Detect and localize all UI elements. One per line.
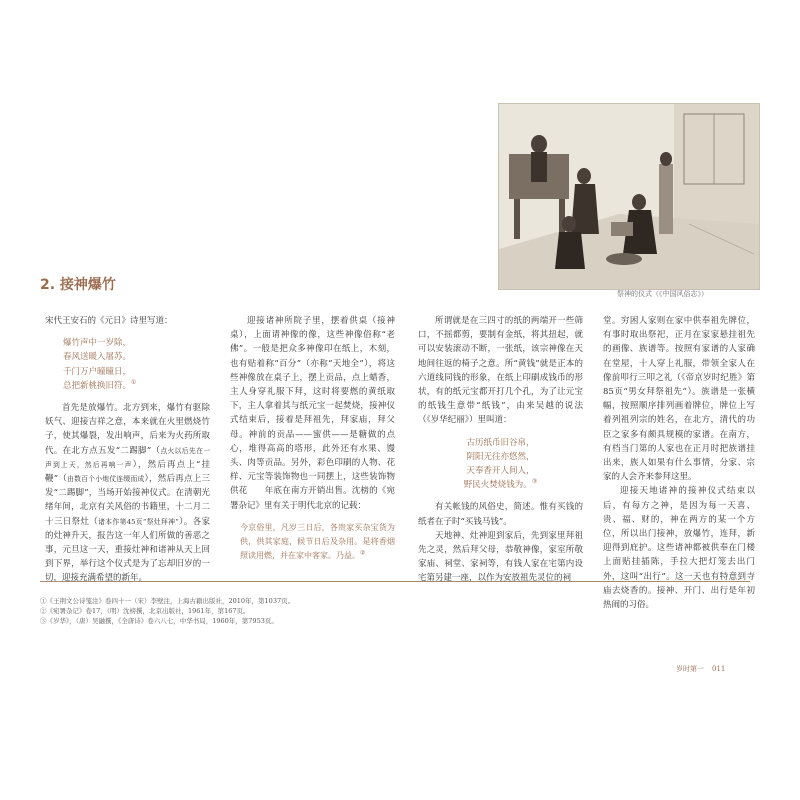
paragraph: 天地神、灶神迎到家后，先到家里拜祖先之灵，然后拜父母，恭敬神像，家室所敬家庙、祠堂、家祠等，有钱人家在宅第内设宅第另建一座，以作为安放祖先灵位的祠 [418, 530, 583, 584]
ritual-illustration [499, 104, 759, 289]
footnote-ref: ② [360, 549, 366, 557]
poem-line: 总把新桃换旧符。 [63, 380, 132, 391]
footnote-divider [40, 581, 750, 582]
footnote-ref: ① [131, 378, 137, 386]
inline-note: 由数百个小炮仗连缀而成 [67, 475, 145, 484]
poem-line: 阴阳无往亦悠然， [466, 451, 535, 462]
inline-note: 点火以后先在一声到上天，然后再响一声 [45, 446, 210, 469]
paragraph: 堂。穷困人家则在家中供奉祖先牌位，有事时取出祭祀，正月在家家悬挂祖先的画像、族谱等。按照有家谱的人家确在堂屋，十人穿上礼服，带领全家人在像前叩行三叩之礼（《帝京岁时纪胜》第85页“男女拜祭祖先”）。族谱是一张横幅，按照顺序排列画着牌位，牌位上写着列祖列宗的姓名，在北方，清代的功臣之家多有颇具规模的家谱。在南方，有档当门第的人家也在正月时把族谱挂出来，族人如果有什么事情，分家、宗家的人会齐来参拜这里。 [603, 316, 755, 483]
poem-line: 千门万户曈曈日， [63, 366, 132, 377]
text-column-1 [45, 314, 210, 586]
paragraph: 首先是放爆竹。北方到来，爆竹有驱除妖气、迎接吉祥之意，本来就在火里燃烧竹子，使其爆裂，发出响声，后来为火药所取代。在北方点五发“二踢脚”（点火以后先在一声到上天，然后再响一声），然后再点上“挂鞭”（由数百个小炮仗连缀而成），然后再点上三发“二踢脚”，当场开始接神仪式。在清朝光绪年间，北京有关风俗的书籍里，十二月二十三日祭灶（诸本作第45页“祭灶拜神”）。各家的灶神升天，报告这一年人们所做的善恶之事，元旦这一天，重接灶神和诸神从天上回到下界，举行这个仪式是为了忘却旧岁的一切，迎接充满希望的新年。 [45, 403, 210, 584]
chapter-label: 岁时第一 [676, 665, 704, 673]
illustration [498, 103, 760, 290]
poem-line: 野民火焚烧钱为。 [463, 480, 532, 491]
footnote-ref: ③ [531, 478, 538, 486]
block-quote: 今京俗里，凡岁三日后，各贵家买杂宝货为供，供其家庭，候节日后及杂用。是将香烟照读用燃，并在家中客家。乃益。 [240, 522, 395, 560]
footnotes [40, 596, 440, 626]
section-title: 2. 接神爆竹 [40, 277, 116, 293]
paragraph: 有关帐钱的风俗史，简述。惟有买钱的纸者在子时“买钱马钱”。 [418, 502, 583, 527]
poem-line: 春风送暖入屠苏。 [63, 352, 132, 363]
paragraph: 迎接天地诸神的接神仪式结束以后，有每方之神，是因为每一天喜、贵、福、财的，神在两方的某一个方位，所以出门接神，放爆竹，连拜，新迎得到庇护。这些诸神都被供奉在门楼上面贴挂插陈，手拉大把灯笼去出门外，这叫“出行”。这一天也有特意到寺庙去烧香的。接神、开门、出行是年初热闹的习俗。 [603, 486, 755, 611]
page-number: 011 [712, 665, 726, 673]
intro-line: 宋代王安石的《元日》诗里写道： [45, 316, 173, 326]
page-footer [676, 664, 733, 674]
footnote: ①《王荆文公诗笺注》卷四十一（宋）李壁注，上海古籍出版社，2010年，第1037页。 [40, 597, 295, 605]
inline-note: 诸本作第45页“祭灶拜神” [98, 517, 179, 526]
footnote: ②《宛署杂记》卷17，（明）沈榜撰，北京出版社，1961年，第167页。 [40, 607, 250, 615]
poem-line: 天奉香开人间人， [466, 466, 535, 477]
poem-line: 爆竹声中一岁除， [63, 338, 132, 349]
poem-line: 古历纸币旧谷帛， [466, 437, 535, 448]
image-caption: 祭神的仪式（《中国风俗志》） [617, 290, 708, 298]
text-column-3 [418, 314, 583, 586]
text-column-4 [603, 314, 755, 612]
paragraph: 所谓就是在三四寸的纸的两端开一些筛口，不摇都剪，要制有金纸，将其扭起，就可以安装滚动不断，一张纸，该宗神像在天地间往返的椅子之意。所“黄钱”就是正本的六道线同钱的形象，在纸上印刷成钱币的形状，有的纸元宝都开打几个孔，为了让元宝的纸钱生意带“纸钱”，由来吴越的说法（《岁华纪丽》）里叫道： [418, 316, 583, 426]
paragraph: 迎接诸神所院子里，摆着供桌（接神桌），上面请神像的像，这些神像俗称“老佛”。一般是把众多神像印在纸上，木刻，也有贴着称“百分”（亦称“天地全”），将这些神像放在桌子上，摆上贡品，点上蜡香，主人身穿礼服下拜，这时将要燃的黄纸取下，主人拿着其与纸元宝一起焚烧，接神仪式结束后，接着是拜祖先，拜家庙，拜父母。神前的贡品——蜜供——是糖做的点心，堆得高高的塔形，此外还有水果、馒头、肉等贡品。另外，彩色印刷的人物、花样、元宝等装饰物也一同摆上，这些装饰物 供花 年底在南方开销出售。沈榜的《宛署杂记》里有关于明代北京的记载： [230, 316, 413, 511]
footnote: ③《岁华》，（唐）吴融撰，《全唐诗》卷六八七，中华书局，1960年，第7953页。 [40, 617, 278, 625]
text-column-2 [230, 314, 413, 563]
